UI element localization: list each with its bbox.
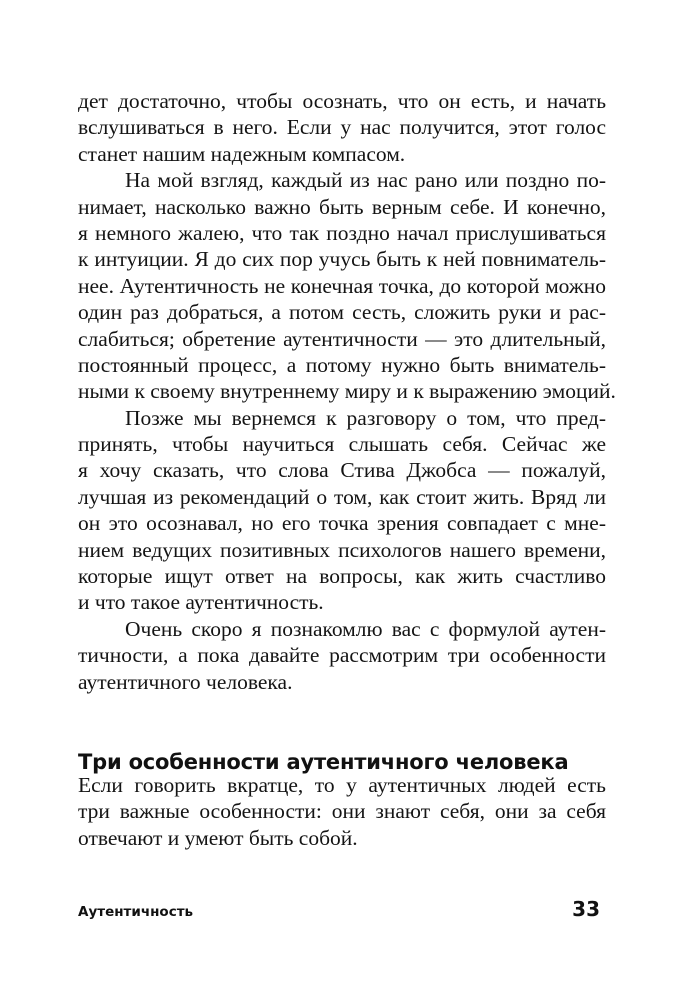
text-line: Позже мы вернемся к разговору о том, что пред- bbox=[125, 405, 606, 430]
paragraph bbox=[78, 405, 606, 616]
paragraph bbox=[78, 616, 606, 695]
text-line: нием ведущих позитивных психологов нашего времени, bbox=[78, 537, 606, 562]
text-line: постоянный процесс, а потому нужно быть вниматель- bbox=[78, 352, 606, 377]
section-body bbox=[78, 772, 606, 851]
paragraph bbox=[78, 88, 606, 167]
text-line: один раз добраться, а потом сесть, сложить руки и рас- bbox=[78, 300, 606, 325]
text-line: ными к своему внутреннему миру и к выражению эмоций. bbox=[78, 379, 616, 404]
text-line: слабиться; обретение аутентичности — это длительный, bbox=[78, 326, 606, 351]
paragraph bbox=[78, 167, 616, 405]
text-line: отвечают и умеют быть собой. bbox=[78, 825, 358, 850]
text-line: нее. Аутентичность не конечная точка, до которой можно bbox=[78, 273, 606, 298]
text-line: лучшая из рекомендаций о том, как стоит жить. Вряд ли bbox=[78, 484, 606, 509]
text-line: к интуиции. Я до сих пор учусь быть к ней повниматель- bbox=[78, 247, 606, 272]
text-line: вслушиваться в него. Если у нас получится, этот голос bbox=[78, 115, 606, 140]
text-line: которые ищут ответ на вопросы, как жить счастливо bbox=[78, 564, 606, 589]
text-line: он это осознавал, но его точка зрения совпадает с мне- bbox=[78, 511, 606, 536]
text-line: Очень скоро я познакомлю вас с формулой аутен- bbox=[125, 616, 606, 641]
text-line: аутентичного человека. bbox=[78, 669, 293, 694]
page-number: 33 bbox=[572, 897, 600, 921]
text-line: я хочу сказать, что слова Стива Джобса — пожалуй, bbox=[78, 458, 606, 483]
text-line: Если говорить вкратце, то у аутентичных людей есть bbox=[78, 773, 606, 797]
section-heading: Три особенности аутентичного человека bbox=[78, 750, 569, 775]
paragraph bbox=[78, 772, 606, 851]
text-line: принять, чтобы научиться слышать себя. Сейчас же bbox=[78, 432, 606, 457]
text-line: станет нашим надежным компасом. bbox=[78, 141, 406, 166]
text-line: На мой взгляд, каждый из нас рано или поздно по- bbox=[125, 168, 606, 193]
text-line: и что такое аутентичность. bbox=[78, 590, 324, 615]
body-text bbox=[78, 88, 616, 695]
text-line: три важные особенности: они знают себя, они за себя bbox=[78, 799, 606, 824]
running-title: Аутентичность bbox=[78, 904, 194, 920]
text-line: я немного жалею, что так поздно начал прислушиваться bbox=[78, 220, 606, 245]
text-line: тичности, а пока давайте рассмотрим три особенности bbox=[78, 643, 606, 668]
text-line: дет достаточно, чтобы осознать, что он есть, и начать bbox=[78, 89, 606, 113]
text-line: нимает, насколько важно быть верным себе. И конечно, bbox=[78, 194, 606, 219]
